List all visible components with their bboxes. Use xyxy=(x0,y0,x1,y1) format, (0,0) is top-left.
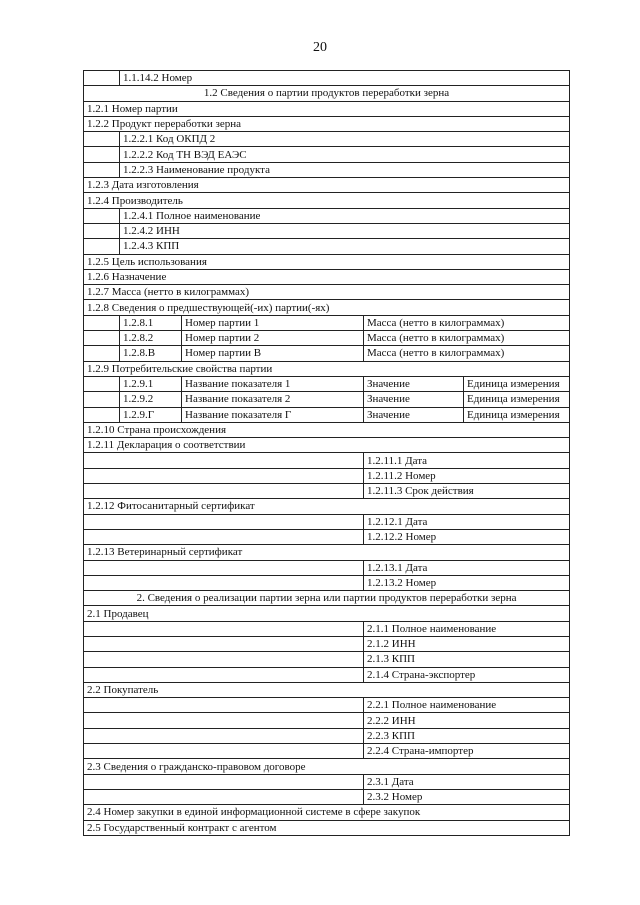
indent-cell xyxy=(84,331,120,346)
table-row xyxy=(84,178,570,193)
section-heading: 2. Сведения о реализации партии зерна или партии продуктов переработки зерна xyxy=(84,591,570,606)
row-label: 1.2.12.1 Дата xyxy=(364,514,570,529)
indent-cell xyxy=(84,407,120,422)
row-label: 1.2.2.3 Наименование продукта xyxy=(120,162,570,177)
indent-cell xyxy=(84,147,120,162)
table-row xyxy=(84,361,570,376)
batch-mass: Масса (нетто в килограммах) xyxy=(364,315,570,330)
row-label: 1.2.2.1 Код ОКПД 2 xyxy=(120,132,570,147)
table-row xyxy=(84,682,570,697)
property-name: Название показателя 2 xyxy=(182,392,364,407)
row-label: 2.3.2 Номер xyxy=(364,789,570,804)
property-code: 1.2.9.2 xyxy=(120,392,182,407)
row-label: 2.3.1 Дата xyxy=(364,774,570,789)
indent-cell xyxy=(84,223,120,238)
table-row xyxy=(84,514,570,529)
property-unit: Единица измерения xyxy=(464,407,570,422)
row-label: 1.2.1 Номер партии xyxy=(84,101,570,116)
table-row xyxy=(84,484,570,499)
row-label: 1.2.13.2 Номер xyxy=(364,575,570,590)
row-label: 1.2.2 Продукт переработки зерна xyxy=(84,116,570,131)
property-row xyxy=(84,376,570,391)
row-label: 2.4 Номер закупки в единой информационной системе в сфере закупок xyxy=(84,805,570,820)
row-label: 1.2.4.1 Полное наименование xyxy=(120,208,570,223)
table-row xyxy=(84,285,570,300)
row-label: 1.2.12.2 Номер xyxy=(364,529,570,544)
table-row xyxy=(84,789,570,804)
table-row xyxy=(84,438,570,453)
indent-cell xyxy=(84,71,120,86)
section-heading: 1.2 Сведения о партии продуктов переработки зерна xyxy=(84,86,570,101)
row-label: 2.1.2 ИНН xyxy=(364,636,570,651)
table-row xyxy=(84,529,570,544)
table-row xyxy=(84,713,570,728)
table-row xyxy=(84,147,570,162)
blank-cell xyxy=(84,560,364,575)
table-row xyxy=(84,208,570,223)
blank-cell xyxy=(84,789,364,804)
row-label: 1.2.11 Декларация о соответствии xyxy=(84,438,570,453)
table-row xyxy=(84,422,570,437)
indent-cell xyxy=(84,346,120,361)
row-label: 2.1.3 КПП xyxy=(364,652,570,667)
row-label: 1.2.9 Потребительские свойства партии xyxy=(84,361,570,376)
indent-cell xyxy=(84,208,120,223)
property-row xyxy=(84,392,570,407)
table-row xyxy=(84,453,570,468)
row-label: 1.2.4 Производитель xyxy=(84,193,570,208)
blank-cell xyxy=(84,774,364,789)
row-label: 2.2 Покупатель xyxy=(84,682,570,697)
table-row xyxy=(84,698,570,713)
row-label: 1.2.11.2 Номер xyxy=(364,468,570,483)
indent-cell xyxy=(84,315,120,330)
blank-cell xyxy=(84,636,364,651)
blank-cell xyxy=(84,667,364,682)
property-name: Название показателя Г xyxy=(182,407,364,422)
blank-cell xyxy=(84,621,364,636)
table-row xyxy=(84,162,570,177)
indent-cell xyxy=(84,132,120,147)
property-value: Значение xyxy=(364,407,464,422)
row-label: 1.2.11.3 Срок действия xyxy=(364,484,570,499)
table-row xyxy=(84,744,570,759)
row-label: 1.2.10 Страна происхождения xyxy=(84,422,570,437)
data-table xyxy=(83,70,570,836)
section-heading-row xyxy=(84,86,570,101)
row-label: 2.2.3 КПП xyxy=(364,728,570,743)
table-row xyxy=(84,545,570,560)
table-row xyxy=(84,300,570,315)
table-row xyxy=(84,728,570,743)
batch-mass: Масса (нетто в килограммах) xyxy=(364,346,570,361)
table-row xyxy=(84,636,570,651)
table-row xyxy=(84,71,570,86)
table-row xyxy=(84,606,570,621)
indent-cell xyxy=(84,162,120,177)
row-label: 1.2.13.1 Дата xyxy=(364,560,570,575)
row-label: 2.1.4 Страна-экспортер xyxy=(364,667,570,682)
table-row xyxy=(84,759,570,774)
table-row xyxy=(84,193,570,208)
blank-cell xyxy=(84,728,364,743)
table-row xyxy=(84,560,570,575)
property-code: 1.2.9.Г xyxy=(120,407,182,422)
row-label: 1.2.5 Цель использования xyxy=(84,254,570,269)
batch-name: Номер партии 1 xyxy=(182,315,364,330)
indent-cell xyxy=(84,376,120,391)
row-label: 2.1 Продавец xyxy=(84,606,570,621)
batch-name: Номер партии В xyxy=(182,346,364,361)
table-row xyxy=(84,621,570,636)
table-row xyxy=(84,269,570,284)
row-label: 1.2.2.2 Код ТН ВЭД ЕАЭС xyxy=(120,147,570,162)
row-label: 1.2.4.3 КПП xyxy=(120,239,570,254)
row-label: 1.2.12 Фитосанитарный сертификат xyxy=(84,499,570,514)
row-label: 1.2.7 Масса (нетто в килограммах) xyxy=(84,285,570,300)
row-label: 2.2.4 Страна-импортер xyxy=(364,744,570,759)
row-label: 1.2.13 Ветеринарный сертификат xyxy=(84,545,570,560)
table-row xyxy=(84,499,570,514)
batch-code: 1.2.8.В xyxy=(120,346,182,361)
section-heading-row xyxy=(84,591,570,606)
table-row xyxy=(84,774,570,789)
blank-cell xyxy=(84,698,364,713)
batch-code: 1.2.8.1 xyxy=(120,315,182,330)
property-code: 1.2.9.1 xyxy=(120,376,182,391)
row-label: 1.2.11.1 Дата xyxy=(364,453,570,468)
blank-cell xyxy=(84,652,364,667)
property-value: Значение xyxy=(364,376,464,391)
table-row xyxy=(84,820,570,835)
row-label: 2.2.1 Полное наименование xyxy=(364,698,570,713)
blank-cell xyxy=(84,713,364,728)
blank-cell xyxy=(84,744,364,759)
table-row xyxy=(84,652,570,667)
row-label: 2.5 Государственный контракт с агентом xyxy=(84,820,570,835)
prev-batch-row xyxy=(84,346,570,361)
blank-cell xyxy=(84,453,364,468)
batch-name: Номер партии 2 xyxy=(182,331,364,346)
blank-cell xyxy=(84,575,364,590)
table-row xyxy=(84,575,570,590)
row-label: 2.2.2 ИНН xyxy=(364,713,570,728)
blank-cell xyxy=(84,514,364,529)
property-unit: Единица измерения xyxy=(464,392,570,407)
row-label: 1.2.6 Назначение xyxy=(84,269,570,284)
prev-batch-row xyxy=(84,331,570,346)
table-row xyxy=(84,468,570,483)
indent-cell xyxy=(84,392,120,407)
table-row xyxy=(84,101,570,116)
property-name: Название показателя 1 xyxy=(182,376,364,391)
table-row xyxy=(84,667,570,682)
page-number: 20 xyxy=(313,40,327,55)
table-row xyxy=(84,239,570,254)
row-label: 2.3 Сведения о гражданско-правовом договоре xyxy=(84,759,570,774)
property-value: Значение xyxy=(364,392,464,407)
property-unit: Единица измерения xyxy=(464,376,570,391)
property-row xyxy=(84,407,570,422)
blank-cell xyxy=(84,484,364,499)
prev-batch-row xyxy=(84,315,570,330)
indent-cell xyxy=(84,239,120,254)
row-label: 1.2.8 Сведения о предшествующей(-их) партии(-ях) xyxy=(84,300,570,315)
blank-cell xyxy=(84,468,364,483)
table-row xyxy=(84,223,570,238)
row-label: 1.2.3 Дата изготовления xyxy=(84,178,570,193)
blank-cell xyxy=(84,529,364,544)
table-row xyxy=(84,254,570,269)
row-label: 1.2.4.2 ИНН xyxy=(120,223,570,238)
table-row xyxy=(84,132,570,147)
row-label: 2.1.1 Полное наименование xyxy=(364,621,570,636)
table-row xyxy=(84,805,570,820)
batch-mass: Масса (нетто в килограммах) xyxy=(364,331,570,346)
row-label: 1.1.14.2 Номер xyxy=(120,71,570,86)
batch-code: 1.2.8.2 xyxy=(120,331,182,346)
table-row xyxy=(84,116,570,131)
